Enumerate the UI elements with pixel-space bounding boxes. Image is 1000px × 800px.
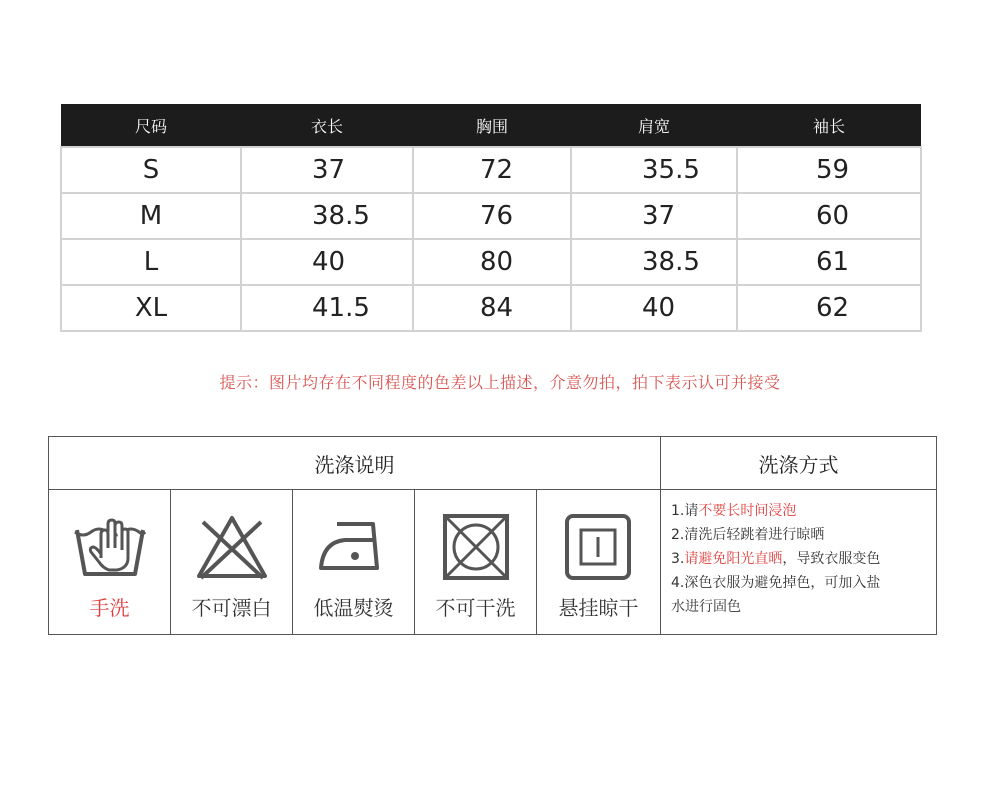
method-line-1 — [671, 499, 936, 523]
cell-shoulder: 35.5 — [571, 147, 737, 193]
cell-sleeve: 59 — [737, 147, 921, 193]
table-row — [61, 239, 921, 285]
care-icons-row — [49, 490, 661, 634]
table-row — [61, 285, 921, 331]
cell-shoulder: 38.5 — [571, 239, 737, 285]
care-label: 低温熨烫 — [313, 596, 394, 620]
cell-chest: 80 — [413, 239, 571, 285]
cell-size: L — [61, 239, 241, 285]
header-sleeve: 袖长 — [737, 104, 921, 147]
cell-length: 37 — [241, 147, 413, 193]
care-table — [48, 436, 937, 635]
header-chest: 胸围 — [413, 104, 571, 147]
cell-length: 38.5 — [241, 193, 413, 239]
method-line-4: 4.深色衣服为避免掉色，可加入盐 — [671, 575, 881, 591]
header-size: 尺码 — [61, 104, 241, 147]
cell-length: 41.5 — [241, 285, 413, 331]
cell-size: XL — [61, 285, 241, 331]
header-shoulder: 肩宽 — [571, 104, 737, 147]
size-table — [60, 104, 922, 332]
hand-wash-icon — [73, 512, 147, 584]
hang-dry-icon — [561, 512, 635, 584]
header-length: 衣长 — [241, 104, 413, 147]
cell-sleeve: 61 — [737, 239, 921, 285]
care-item-no-dry-clean — [415, 490, 537, 634]
care-instructions-title: 洗涤说明 — [49, 437, 661, 490]
care-item-hand-wash — [49, 490, 171, 634]
care-item-low-iron — [293, 490, 415, 634]
method-line-3 — [671, 547, 936, 571]
cell-shoulder: 40 — [571, 285, 737, 331]
method-text: 3. — [671, 551, 685, 567]
color-difference-notice: 提示：图片均存在不同程度的色差以上描述，介意勿拍，拍下表示认可并接受 — [219, 373, 781, 392]
cell-chest: 72 — [413, 147, 571, 193]
method-text: 1.请 — [671, 503, 699, 519]
care-method-title: 洗涤方式 — [661, 437, 936, 490]
cell-length: 40 — [241, 239, 413, 285]
cell-size: M — [61, 193, 241, 239]
cell-chest: 76 — [413, 193, 571, 239]
low-iron-icon — [317, 512, 391, 584]
size-table-header — [61, 104, 921, 147]
method-line-2: 2.清洗后轻跳着进行晾晒 — [671, 527, 825, 543]
care-label: 手洗 — [89, 596, 130, 620]
table-row — [61, 193, 921, 239]
no-bleach-icon — [195, 512, 269, 584]
method-warning: 请避免阳光直晒 — [684, 551, 783, 567]
cell-sleeve: 62 — [737, 285, 921, 331]
method-text: ，导致衣服变色 — [782, 551, 881, 567]
method-line-5: 水进行固色 — [671, 599, 741, 615]
method-warning: 不要长时间浸泡 — [698, 503, 797, 519]
no-dry-clean-icon — [439, 512, 513, 584]
care-item-no-bleach — [171, 490, 293, 634]
care-label: 悬挂晾干 — [558, 596, 639, 620]
cell-size: S — [61, 147, 241, 193]
table-row — [61, 147, 921, 193]
care-methods — [661, 490, 936, 634]
cell-sleeve: 60 — [737, 193, 921, 239]
care-label: 不可漂白 — [191, 596, 272, 620]
cell-chest: 84 — [413, 285, 571, 331]
care-item-hang-dry — [537, 490, 660, 634]
care-label: 不可干洗 — [435, 596, 516, 620]
cell-shoulder: 37 — [571, 193, 737, 239]
